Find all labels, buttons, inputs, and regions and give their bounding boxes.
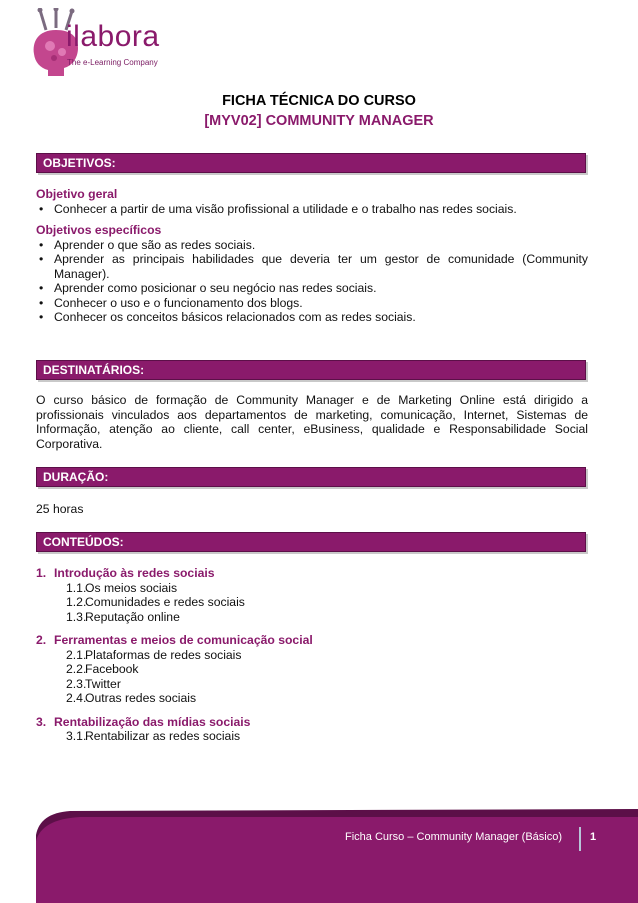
- section-heading: DESTINATÁRIOS:: [43, 363, 145, 377]
- footer-divider: [579, 827, 581, 851]
- list-item: • Conhecer os conceitos básicos relacionados com as redes sociais.: [36, 310, 588, 325]
- section-heading: DURAÇÃO:: [43, 470, 109, 484]
- list-item: • Aprender o que são as redes sociais.: [36, 238, 588, 253]
- section-heading: CONTEÚDOS:: [43, 535, 124, 549]
- module-heading: [36, 633, 588, 648]
- module-title: Rentabilização das mídias sociais: [54, 714, 251, 729]
- list-item: 3.1. Rentabilizar as redes sociais: [66, 729, 241, 743]
- list-item: • Conhecer a partir de uma visão profissional a utilidade e o trabalho nas redes sociais.: [36, 202, 588, 217]
- objetivos-especificos-list: [36, 238, 588, 325]
- list-item: 1.3. Reputação online: [66, 609, 180, 624]
- module-title: Introdução às redes sociais: [54, 566, 215, 580]
- module-heading: [36, 715, 588, 730]
- module-title: Ferramentas e meios de comunicação social: [54, 633, 313, 647]
- duracao-text: 25 horas: [36, 502, 84, 516]
- course-title: [MYV02] COMMUNITY MANAGER: [204, 113, 434, 129]
- module-number: 2.: [36, 633, 47, 647]
- section-header-conteudos: [36, 532, 586, 552]
- logo-name: ilabora: [66, 20, 160, 53]
- module-heading: [36, 566, 588, 581]
- section-header-objetivos: [36, 153, 586, 173]
- list-item: • Aprender como posicionar o seu negócio nas redes sociais.: [36, 281, 588, 296]
- logo-tagline: The e-Learning Company: [67, 58, 158, 67]
- objetivo-geral-list: [36, 202, 588, 217]
- objetivos-especificos-label: Objetivos específicos: [36, 223, 162, 237]
- section-header-duracao: [36, 467, 586, 487]
- document-title: FICHA TÉCNICA DO CURSO: [222, 93, 416, 109]
- page-number: 1: [590, 831, 597, 843]
- list-item: 1.1. Os meios sociais: [66, 580, 178, 595]
- module-number: 1.: [36, 566, 47, 580]
- list-item: 2.1. Plataformas de redes sociais: [66, 647, 242, 662]
- destinatarios-text: O curso básico de formação de Community Manager e de Marketing Online está dirigido a profissionais vinculados aos departamentos de marketing, comunicação, Internet, Sistemas de Informação, atenção ao cliente, call center, eBusiness, qualidade e Responsabilidade Social Corporativa.: [36, 393, 588, 451]
- list-item: • Aprender as principais habilidades que deveria ter um gestor de comunidade (Community Manager).: [36, 252, 588, 281]
- list-item: 2.4. Outras redes sociais: [66, 691, 197, 705]
- conteudos-list: [36, 566, 588, 744]
- footer-banner: [0, 805, 638, 903]
- objetivo-geral-label: Objetivo geral: [36, 187, 118, 201]
- section-heading: OBJETIVOS:: [43, 156, 116, 170]
- list-item: 1.2. Comunidades e redes sociais: [66, 595, 245, 609]
- company-logo: [26, 8, 176, 78]
- footer-text: Ficha Curso – Community Manager (Básico): [345, 831, 563, 843]
- list-item: • Conhecer o uso e o funcionamento dos blogs.: [36, 296, 588, 311]
- section-header-destinatarios: [36, 360, 586, 380]
- module-number: 3.: [36, 714, 47, 729]
- list-item: 2.3. Twitter: [66, 676, 121, 691]
- list-item: 2.2. Facebook: [66, 662, 139, 676]
- objetivos-section: [36, 187, 588, 325]
